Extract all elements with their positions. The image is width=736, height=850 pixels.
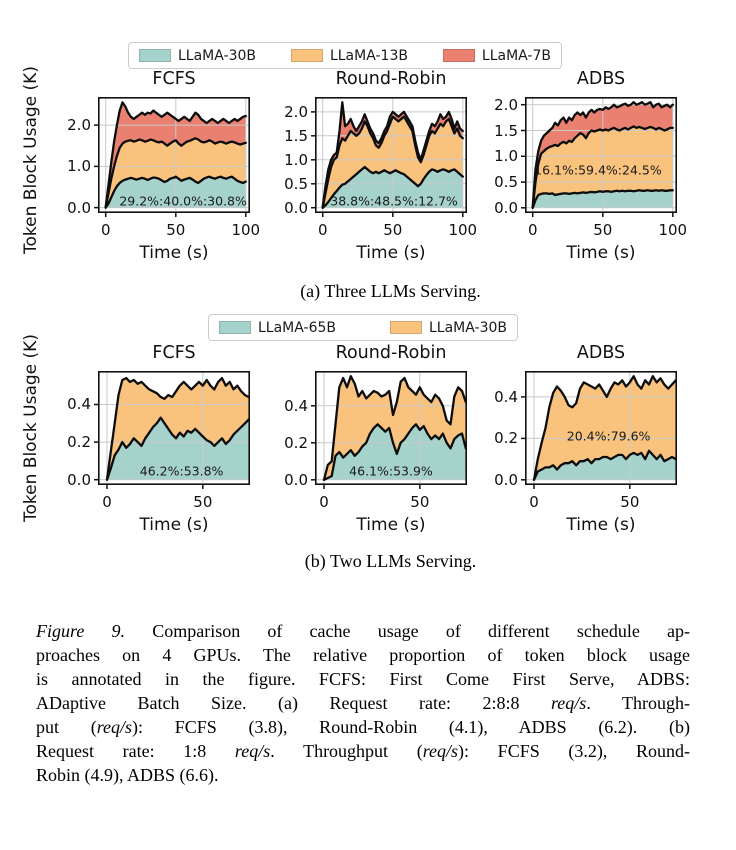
y-tick-label: 1.0 xyxy=(67,157,91,176)
legend-label: LLaMA-30B xyxy=(178,47,256,64)
x-axis-label-b-adbs: Time (s) xyxy=(566,515,636,535)
y-tick-label: 0.4 xyxy=(284,396,308,415)
proportion-annotation-b-fcfs: 46.2%:53.8% xyxy=(139,463,224,479)
proportion-annotation-a-adbs: 16.1%:59.4%:24.5% xyxy=(534,162,662,178)
y-tick-label: 2.0 xyxy=(494,95,518,114)
proportion-annotation-b-adbs: 20.4%:79.6% xyxy=(566,428,651,444)
y-tick-label: 0.4 xyxy=(67,395,91,414)
y-tick-label: 0.2 xyxy=(67,433,91,452)
x-tick-label: 50 xyxy=(593,221,613,239)
y-tick-label: 0.0 xyxy=(67,198,91,217)
figure-caption xyxy=(36,619,690,787)
caption-line: Figure 9. Comparison of cache usage of different schedule ap- xyxy=(36,621,690,641)
y-tick-label: 0.0 xyxy=(284,470,308,489)
x-tick-label: 50 xyxy=(383,221,403,239)
y-axis-label-panel-b: Token Block Usage (K) xyxy=(21,334,41,522)
y-tick-label: 0.4 xyxy=(494,387,518,406)
y-tick-label: 0.5 xyxy=(284,174,308,193)
legend-label: LLaMA-13B xyxy=(329,47,408,64)
caption-line: proaches on 4 GPUs. The relative proportion of token block usage xyxy=(36,645,690,665)
proportion-annotation-a-fcfs: 29.2%:40.0%:30.8% xyxy=(119,193,247,209)
legend-item xyxy=(291,48,408,64)
legend-panel-b xyxy=(208,314,518,341)
legend-swatch-icon xyxy=(219,321,251,334)
subplot-b-fcfs xyxy=(67,343,250,535)
y-tick-label: 1.5 xyxy=(284,126,308,145)
subplot-title-a-adbs: ADBS xyxy=(576,69,626,89)
y-tick-label: 0.0 xyxy=(284,198,308,217)
legend-item xyxy=(139,48,256,64)
caption-line: Robin (4.9), ADBS (6.6). xyxy=(36,765,219,785)
proportion-annotation-a-rr: 38.8%:48.5%:12.7% xyxy=(330,193,458,209)
panel-b-caption: (b) Two LLMs Serving. xyxy=(304,551,477,571)
y-tick-label: 0.0 xyxy=(494,198,518,217)
x-tick-label: 50 xyxy=(166,221,186,239)
x-tick-label: 50 xyxy=(193,493,213,511)
subplot-title-b-rr: Round-Robin xyxy=(335,343,447,363)
legend-item xyxy=(390,320,507,336)
y-tick-label: 0.2 xyxy=(284,433,308,452)
subplot-title-a-rr: Round-Robin xyxy=(335,69,447,89)
y-tick-label: 2.0 xyxy=(67,116,91,135)
x-tick-label: 0 xyxy=(100,221,111,239)
subplot-a-rr xyxy=(284,69,478,263)
y-tick-label: 0.0 xyxy=(67,470,91,489)
y-tick-label: 0.5 xyxy=(494,173,518,192)
x-tick-label: 0 xyxy=(102,493,112,511)
y-tick-label: 1.0 xyxy=(284,150,308,169)
x-tick-label: 0 xyxy=(527,221,538,239)
legend-swatch-icon xyxy=(443,49,475,62)
caption-line: is annotated in the figure. FCFS: First Come First Serve, ADBS: xyxy=(36,669,690,689)
x-axis-label-a-rr: Time (s) xyxy=(356,243,426,263)
y-tick-label: 1.5 xyxy=(494,121,518,140)
subplot-a-fcfs xyxy=(67,69,261,263)
y-tick-label: 1.0 xyxy=(494,147,518,166)
legend-panel-a xyxy=(128,42,562,69)
subplot-title-b-adbs: ADBS xyxy=(576,343,626,363)
legend-item xyxy=(443,48,551,64)
subplot-title-a-fcfs: FCFS xyxy=(152,69,196,89)
x-tick-label: 0 xyxy=(317,221,328,239)
legend-item xyxy=(219,320,336,336)
legend-label: LLaMA-30B xyxy=(429,319,507,336)
caption-line: ADaptive Batch Size. (a) Request rate: 2:8:8 req/s. Through- xyxy=(36,693,690,713)
subplot-b-adbs xyxy=(494,343,677,535)
y-tick-label: 0.0 xyxy=(494,470,518,489)
subplot-title-b-fcfs: FCFS xyxy=(152,343,196,363)
legend-swatch-icon xyxy=(139,49,171,62)
subplot-a-adbs xyxy=(494,69,688,263)
x-tick-label: 0 xyxy=(319,493,329,511)
x-axis-label-b-rr: Time (s) xyxy=(356,515,426,535)
legend-label: LLaMA-7B xyxy=(481,47,551,64)
caption-line: put (req/s): FCFS (3.8), Round-Robin (4.1), ADBS (6.2). (b) xyxy=(36,717,690,737)
panel-a-caption: (a) Three LLMs Serving. xyxy=(300,281,481,301)
x-tick-label: 100 xyxy=(448,221,478,239)
legend-label: LLaMA-65B xyxy=(258,319,336,336)
y-axis-label-panel-a: Token Block Usage (K) xyxy=(21,66,41,254)
x-tick-label: 100 xyxy=(658,221,688,239)
x-tick-label: 50 xyxy=(620,493,640,511)
x-tick-label: 50 xyxy=(410,493,430,511)
chart-canvas-a-adbs xyxy=(525,97,677,213)
x-axis-label-a-adbs: Time (s) xyxy=(566,243,636,263)
x-axis-label-a-fcfs: Time (s) xyxy=(139,243,209,263)
proportion-annotation-b-rr: 46.1%:53.9% xyxy=(349,463,433,479)
legend-swatch-icon xyxy=(291,49,323,62)
x-axis-label-b-fcfs: Time (s) xyxy=(139,515,209,535)
x-tick-label: 0 xyxy=(529,493,539,511)
x-tick-label: 100 xyxy=(231,221,261,239)
caption-line: Request rate: 1:8 req/s. Throughput (req/s): FCFS (3.2), Round- xyxy=(36,741,690,761)
legend-swatch-icon xyxy=(390,321,422,334)
y-tick-label: 0.2 xyxy=(494,429,518,448)
subplot-b-rr xyxy=(284,343,467,535)
y-tick-label: 2.0 xyxy=(284,102,308,121)
